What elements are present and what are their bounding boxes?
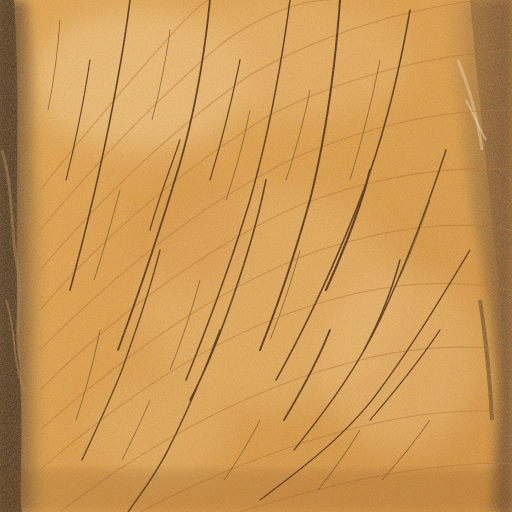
bottom-shade	[0, 470, 512, 512]
